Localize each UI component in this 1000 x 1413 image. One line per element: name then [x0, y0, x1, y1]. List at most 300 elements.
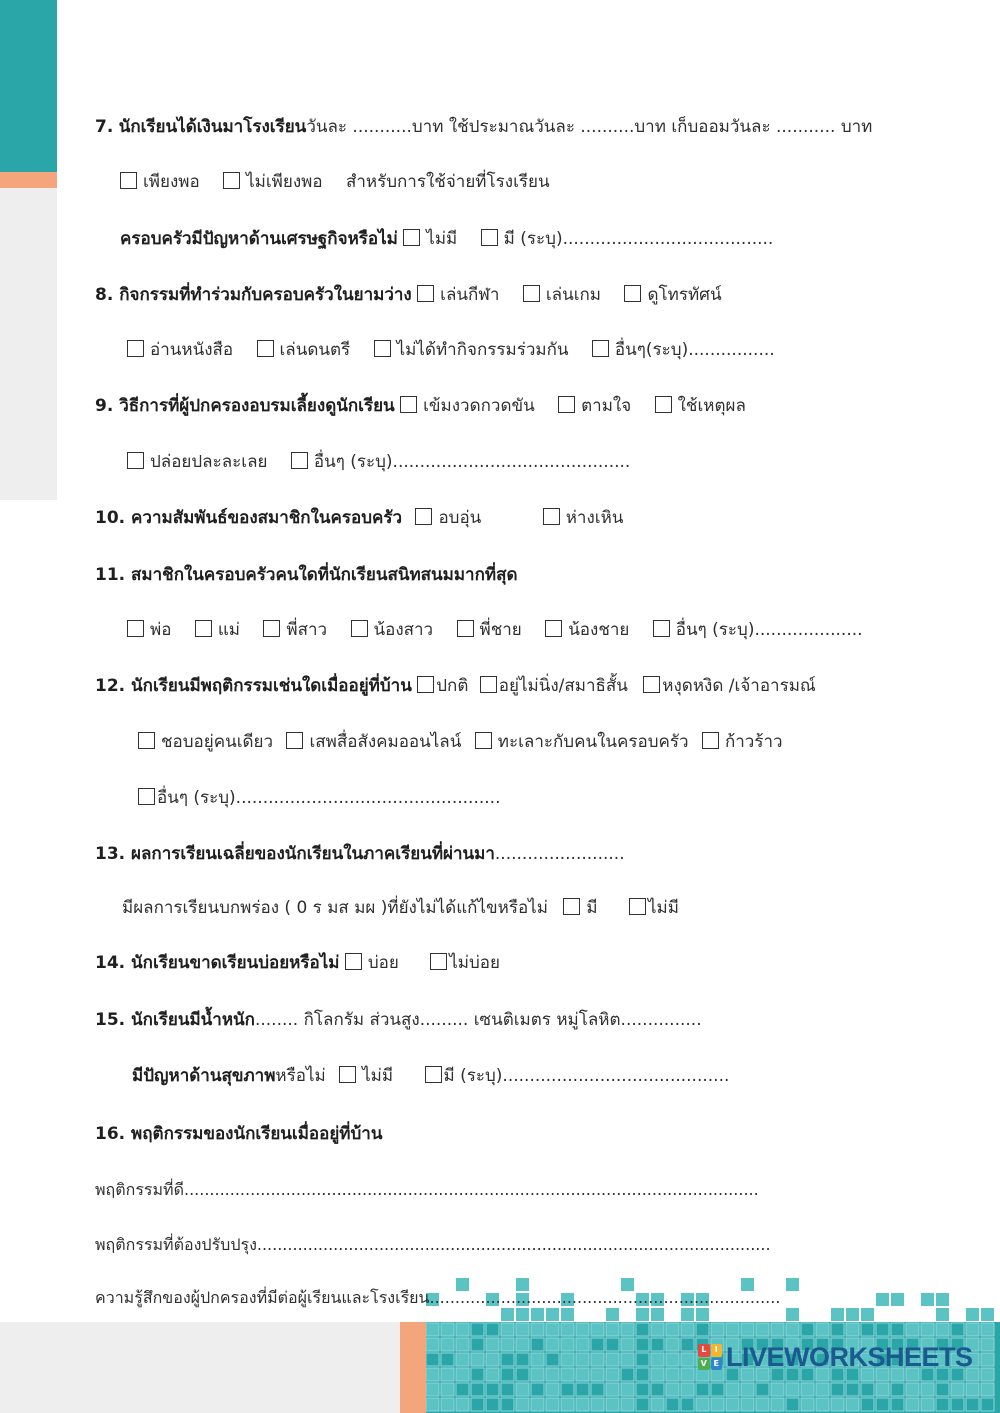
pixel-cell	[936, 1308, 949, 1321]
opt-label: มี (ระบุ)..........................................	[443, 1066, 730, 1086]
decor-bottom-gray	[0, 1322, 400, 1413]
pixel-cell	[966, 1323, 979, 1336]
pixel-cell	[771, 1323, 784, 1336]
pixel-cell	[606, 1398, 619, 1411]
pixel-cell	[876, 1383, 889, 1396]
pixel-cell	[501, 1398, 514, 1411]
checkbox-q9-1[interactable]	[400, 396, 417, 413]
pixel-cell	[981, 1308, 994, 1321]
checkbox-enough[interactable]	[120, 172, 137, 189]
pixel-cell	[771, 1398, 784, 1411]
pixel-cell	[921, 1383, 934, 1396]
opt-label: เสพสื่อสังคมออนไลน์	[309, 732, 462, 752]
pixel-cell	[981, 1323, 994, 1336]
checkbox-q13-yes[interactable]	[563, 898, 580, 915]
pixel-cell	[951, 1323, 964, 1336]
pixel-cell	[681, 1323, 694, 1336]
pixel-cell	[501, 1368, 514, 1381]
pixel-cell	[846, 1383, 859, 1396]
pixel-cell	[741, 1383, 754, 1396]
pixel-cell	[981, 1338, 994, 1351]
decor-teal-bar	[0, 0, 57, 172]
logo-letter: L	[698, 1344, 710, 1357]
pixel-cell	[786, 1308, 799, 1321]
pixel-cell	[816, 1323, 829, 1336]
pixel-cell	[471, 1398, 484, 1411]
pixel-cell	[546, 1323, 559, 1336]
opt-label: อื่นๆ(ระบุ)................	[614, 340, 775, 360]
q11-line	[95, 563, 518, 587]
pixel-cell	[591, 1368, 604, 1381]
checkbox-q8-4[interactable]	[127, 340, 144, 357]
pixel-cell	[891, 1398, 904, 1411]
pixel-cell	[651, 1383, 664, 1396]
q7-number: 7.	[95, 117, 114, 137]
pixel-cell	[966, 1398, 979, 1411]
pixel-cell	[606, 1353, 619, 1366]
checkbox-q12-4[interactable]	[138, 732, 155, 749]
pixel-cell	[651, 1338, 664, 1351]
pixel-cell	[936, 1398, 949, 1411]
pixel-cell	[891, 1323, 904, 1336]
pixel-cell	[951, 1383, 964, 1396]
checkbox-has-problem[interactable]	[481, 229, 498, 246]
pixel-cell	[921, 1398, 934, 1411]
checkbox-q8-2[interactable]	[523, 285, 540, 302]
pixel-cell	[441, 1323, 454, 1336]
opt-label: ไม่บ่อย	[449, 953, 500, 973]
q8-label: 8. กิจกรรมที่ทำร่วมกับครอบครัวในยามว่าง	[95, 285, 412, 305]
liveworksheets-icon	[698, 1344, 722, 1370]
pixel-cell	[651, 1368, 664, 1381]
opt-label: ไม่ได้ทำกิจกรรมร่วมกัน	[396, 340, 569, 360]
pixel-cell	[756, 1398, 769, 1411]
pixel-cell	[846, 1323, 859, 1336]
pixel-cell	[486, 1353, 499, 1366]
pixel-cell	[441, 1398, 454, 1411]
q13-dots: ........................	[494, 844, 625, 864]
pixel-cell	[681, 1398, 694, 1411]
opt-label: อื่นๆ (ระบุ).................................................	[157, 788, 501, 808]
opt-label: ตามใจ	[581, 396, 632, 416]
pixel-cell	[756, 1323, 769, 1336]
q11-options	[127, 618, 863, 642]
pixel-cell	[981, 1368, 994, 1381]
pixel-cell	[861, 1383, 874, 1396]
pixel-cell	[651, 1398, 664, 1411]
pixel-cell	[546, 1353, 559, 1366]
pixel-cell	[636, 1323, 649, 1336]
opt-label: ทะเลาะกับคนในครอบครัว	[497, 732, 689, 752]
checkbox-q14-often[interactable]	[345, 953, 362, 970]
pixel-cell	[966, 1308, 979, 1321]
pixel-cell	[786, 1323, 799, 1336]
opt-label: ชอบอยู่คนเดียว	[161, 732, 274, 752]
pixel-cell	[891, 1383, 904, 1396]
pixel-cell	[486, 1338, 499, 1351]
pixel-cell	[591, 1353, 604, 1366]
pixel-cell	[876, 1293, 889, 1306]
opt-label: เล่นกีฬา	[440, 285, 500, 305]
pixel-cell	[651, 1353, 664, 1366]
opt-label: น้องสาว	[373, 620, 434, 640]
pixel-cell	[846, 1308, 859, 1321]
opt-label: อื่นๆ (ระบุ)....................	[675, 620, 863, 640]
checkbox-q9-3[interactable]	[655, 396, 672, 413]
pixel-cell	[486, 1368, 499, 1381]
pixel-cell	[516, 1368, 529, 1381]
pixel-cell	[801, 1398, 814, 1411]
pixel-cell	[786, 1278, 799, 1291]
pixel-cell	[831, 1383, 844, 1396]
pixel-cell	[786, 1383, 799, 1396]
pixel-cell	[426, 1323, 439, 1336]
pixel-cell	[471, 1368, 484, 1381]
q7-amounts: วันละ ...........บาท ใช้ประมาณวันละ ..........บาท เก็บออมวันละ ........... บาท	[306, 117, 873, 137]
q12-row3	[138, 786, 500, 810]
checkbox-no-problem[interactable]	[403, 229, 420, 246]
pixel-cell	[501, 1383, 514, 1396]
pixel-cell	[906, 1323, 919, 1336]
logo-letter: E	[711, 1358, 723, 1371]
pixel-cell	[726, 1323, 739, 1336]
opt-label: พี่สาว	[286, 620, 328, 640]
opt-label: มี	[586, 898, 598, 918]
checkbox-q12-6[interactable]	[475, 732, 492, 749]
q16-label: 16. พฤติกรรมของนักเรียนเมื่ออยู่ที่บ้าน	[95, 1124, 383, 1144]
checkbox-q9-5[interactable]	[291, 452, 308, 469]
checkbox-q10-2[interactable]	[543, 508, 560, 525]
pixel-cell	[531, 1353, 544, 1366]
pixel-cell	[471, 1353, 484, 1366]
pixel-cell	[606, 1323, 619, 1336]
opt-label: อ่านหนังสือ	[150, 340, 234, 360]
pixel-cell	[561, 1323, 574, 1336]
pixel-cell	[741, 1323, 754, 1336]
checkbox-q12-2[interactable]	[480, 676, 497, 693]
pixel-cell	[921, 1323, 934, 1336]
liveworksheets-text: LIVEWORKSHEETS	[726, 1341, 973, 1372]
pixel-cell	[456, 1353, 469, 1366]
pixel-cell	[426, 1383, 439, 1396]
pixel-cell	[711, 1323, 724, 1336]
q13-line	[95, 842, 625, 866]
checkbox-younger-brother[interactable]	[545, 620, 562, 637]
pixel-cell	[621, 1368, 634, 1381]
pixel-cell	[936, 1323, 949, 1336]
pixel-cell	[426, 1338, 439, 1351]
checkbox-q12-8[interactable]	[138, 788, 155, 805]
pixel-cell	[591, 1323, 604, 1336]
checkbox-q8-7[interactable]	[592, 340, 609, 357]
pixel-cell	[456, 1398, 469, 1411]
pixel-cell	[621, 1338, 634, 1351]
checkbox-q15-none[interactable]	[339, 1066, 356, 1083]
pixel-cell	[891, 1293, 904, 1306]
pixel-cell	[876, 1323, 889, 1336]
pixel-cell	[516, 1323, 529, 1336]
pixel-cell	[516, 1338, 529, 1351]
q7-economic	[120, 227, 773, 251]
pixel-cell	[801, 1323, 814, 1336]
logo-letter: V	[698, 1358, 710, 1371]
checkbox-q12-7[interactable]	[702, 732, 719, 749]
pixel-cell	[696, 1383, 709, 1396]
checkbox-q9-4[interactable]	[127, 452, 144, 469]
pixel-cell	[831, 1398, 844, 1411]
pixel-cell	[621, 1398, 634, 1411]
q16-feeling[interactable]: ความรู้สึกของผู้ปกครองที่มีต่อผู้เรียนและโรงเรียน.....................................................................	[95, 1288, 781, 1307]
q15-sub	[132, 1064, 729, 1088]
pixel-cell	[771, 1383, 784, 1396]
decor-orange-bar	[0, 172, 57, 188]
pixel-cell	[441, 1353, 454, 1366]
opt-label: ไม่มี	[647, 898, 679, 918]
pixel-cell	[876, 1398, 889, 1411]
pixel-cell	[966, 1383, 979, 1396]
pixel-cell	[561, 1338, 574, 1351]
opt-label: อบอุ่น	[438, 508, 482, 528]
pixel-cell	[471, 1338, 484, 1351]
pixel-cell	[561, 1353, 574, 1366]
checkbox-q8-5[interactable]	[257, 340, 274, 357]
pixel-cell	[576, 1368, 589, 1381]
pixel-cell	[861, 1323, 874, 1336]
opt-label: ไม่เพียงพอ	[246, 172, 323, 192]
pixel-cell	[561, 1398, 574, 1411]
pixel-cell	[636, 1338, 649, 1351]
checkbox-q12-3[interactable]	[643, 676, 660, 693]
pixel-cell	[426, 1353, 439, 1366]
pixel-cell	[906, 1383, 919, 1396]
checkbox-elder-brother[interactable]	[457, 620, 474, 637]
q8-row2	[127, 338, 775, 362]
pixel-cell	[516, 1383, 529, 1396]
opt-label: ปกติ	[436, 676, 469, 696]
q7-line	[95, 115, 872, 139]
opt-label: พี่ชาย	[479, 620, 522, 640]
q7-options	[120, 170, 550, 194]
pixel-cell	[576, 1398, 589, 1411]
pixel-cell	[501, 1338, 514, 1351]
checkbox-elder-sister[interactable]	[263, 620, 280, 637]
liveworksheets-logo	[698, 1340, 973, 1374]
pixel-cell	[816, 1383, 829, 1396]
q10-line	[95, 506, 623, 530]
q14-label: 14. นักเรียนขาดเรียนบ่อยหรือไม่	[95, 953, 340, 973]
checkbox-q13-no[interactable]	[629, 898, 646, 915]
pixel-cell	[636, 1398, 649, 1411]
checkbox-q8-1[interactable]	[417, 285, 434, 302]
checkbox-q11-other[interactable]	[653, 620, 670, 637]
pixel-cell	[546, 1368, 559, 1381]
opt-label: ปล่อยปละละเลย	[150, 452, 268, 472]
pixel-cell	[606, 1383, 619, 1396]
q9-line	[95, 394, 746, 418]
pixel-cell	[981, 1383, 994, 1396]
pixel-cell	[741, 1398, 754, 1411]
pixel-cell	[576, 1338, 589, 1351]
pixel-cell	[486, 1398, 499, 1411]
checkbox-q10-1[interactable]	[415, 508, 432, 525]
pixel-cell	[711, 1398, 724, 1411]
opt-label: น้องชาย	[568, 620, 630, 640]
pixel-cell	[501, 1353, 514, 1366]
checkbox-q9-2[interactable]	[558, 396, 575, 413]
opt-label: อื่นๆ (ระบุ)............................................	[313, 452, 631, 472]
pixel-cell	[456, 1323, 469, 1336]
checkbox-q12-5[interactable]	[286, 732, 303, 749]
q8-line	[95, 283, 722, 307]
pixel-cell	[456, 1368, 469, 1381]
pixel-cell	[756, 1383, 769, 1396]
pixel-cell	[681, 1338, 694, 1351]
pixel-cell	[591, 1338, 604, 1351]
pixel-cell	[636, 1383, 649, 1396]
pixel-cell	[981, 1353, 994, 1366]
pixel-cell	[621, 1383, 634, 1396]
q16-line	[95, 1122, 382, 1146]
pixel-cell	[621, 1353, 634, 1366]
opt-label: เพียงพอ	[143, 172, 200, 192]
pixel-cell	[801, 1383, 814, 1396]
opt-label: ดูโทรทัศน์	[647, 285, 722, 305]
q15-measurements: ........ กิโลกรัม ส่วนสูง......... เซนติเมตร หมู่โลหิต...............	[254, 1010, 702, 1030]
pixel-cell	[456, 1338, 469, 1351]
pixel-cell	[951, 1398, 964, 1411]
pixel-cell	[531, 1368, 544, 1381]
pixel-cell	[456, 1383, 469, 1396]
checkbox-q15-has[interactable]	[425, 1066, 442, 1083]
pixel-cell	[531, 1398, 544, 1411]
q15-health-label: มีปัญหาด้านสุขภาพ	[132, 1066, 276, 1086]
pixel-cell	[486, 1323, 499, 1336]
opt-label: ไม่มี	[362, 1066, 394, 1086]
pixel-cell	[426, 1368, 439, 1381]
pixel-cell	[471, 1383, 484, 1396]
q11-label: 11. สมาชิกในครอบครัวคนใดที่นักเรียนสนิทสนมมากที่สุด	[95, 565, 518, 585]
opt-label: แม่	[217, 620, 240, 640]
pixel-cell	[561, 1383, 574, 1396]
q12-row2	[138, 730, 783, 754]
pixel-cell	[846, 1398, 859, 1411]
pixel-cell	[531, 1323, 544, 1336]
pixel-cell	[636, 1353, 649, 1366]
pixel-cell	[666, 1398, 679, 1411]
pixel-cell	[441, 1338, 454, 1351]
pixel-cell	[696, 1323, 709, 1336]
q13-sub	[122, 896, 679, 920]
pixel-cell	[861, 1308, 874, 1321]
pixel-cell	[501, 1323, 514, 1336]
pixel-cell	[711, 1383, 724, 1396]
pixel-cell	[576, 1353, 589, 1366]
q16-improve[interactable]: พฤติกรรมที่ต้องปรับปรุง.....................................................................................................	[95, 1235, 771, 1254]
checkbox-q12-1[interactable]	[417, 676, 434, 693]
q13-sub-text: มีผลการเรียนบกพร่อง ( 0 ร มส มผ )ที่ยังไม่ได้แก้ไขหรือไม่	[122, 898, 548, 918]
opt-label: หงุดหงิด /เจ้าอารมณ์	[662, 676, 816, 696]
checkbox-father[interactable]	[127, 620, 144, 637]
q14-line	[95, 951, 500, 975]
pixel-cell	[831, 1308, 844, 1321]
pixel-cell	[726, 1383, 739, 1396]
q7-suffix: สำหรับการใช้จ่ายที่โรงเรียน	[345, 172, 550, 192]
q12-label: 12. นักเรียนมีพฤติกรรมเช่นใดเมื่ออยู่ที่บ้าน	[95, 676, 412, 696]
pixel-cell	[546, 1338, 559, 1351]
checkbox-q14-rarely[interactable]	[430, 953, 447, 970]
opt-label: เล่นเกม	[545, 285, 602, 305]
pixel-cell	[636, 1368, 649, 1381]
pixel-cell	[681, 1353, 694, 1366]
pixel-cell	[441, 1368, 454, 1381]
pixel-cell	[486, 1383, 499, 1396]
pixel-cell	[591, 1398, 604, 1411]
opt-label: ห่างเหิน	[565, 508, 624, 528]
opt-label: ไม่มี	[426, 229, 458, 249]
pixel-cell	[696, 1398, 709, 1411]
pixel-cell	[816, 1398, 829, 1411]
pixel-cell	[726, 1398, 739, 1411]
checkbox-q8-3[interactable]	[624, 285, 641, 302]
logo-letter: I	[711, 1344, 723, 1357]
q16-good[interactable]: พฤติกรรมที่ดี.................................................................................................................	[95, 1180, 759, 1199]
decor-gray-bar	[0, 188, 57, 500]
checkbox-not-enough[interactable]	[223, 172, 240, 189]
pixel-cell	[981, 1398, 994, 1411]
opt-label: มี (ระบุ).......................................	[503, 229, 774, 249]
checkbox-mother[interactable]	[195, 620, 212, 637]
pixel-cell	[561, 1368, 574, 1381]
pixel-cell	[861, 1398, 874, 1411]
q9-row2	[127, 450, 630, 474]
pixel-cell	[681, 1383, 694, 1396]
opt-label: พ่อ	[150, 620, 172, 640]
pixel-cell	[666, 1368, 679, 1381]
opt-label: เล่นดนตรี	[279, 340, 351, 360]
pixel-cell	[606, 1338, 619, 1351]
q7-label: นักเรียนได้เงินมาโรงเรียน	[118, 117, 307, 137]
checkbox-younger-sister[interactable]	[351, 620, 368, 637]
pixel-cell	[606, 1368, 619, 1381]
opt-label: ก้าวร้าว	[724, 732, 783, 752]
pixel-cell	[831, 1323, 844, 1336]
pixel-cell	[666, 1353, 679, 1366]
opt-label: เข้มงวดกวดขัน	[423, 396, 535, 416]
pixel-cell	[546, 1383, 559, 1396]
q9-label: 9. วิธีการที่ผู้ปกครองอบรมเลี้ยงดูนักเรียน	[95, 396, 395, 416]
q15-label: 15. นักเรียนมีน้ำหนัก	[95, 1010, 255, 1030]
pixel-cell	[906, 1398, 919, 1411]
pixel-cell	[621, 1323, 634, 1336]
pixel-cell	[651, 1323, 664, 1336]
decor-bottom-orange	[400, 1322, 426, 1413]
q15-health-suffix: หรือไม่	[275, 1066, 326, 1086]
pixel-cell	[531, 1338, 544, 1351]
pixel-cell	[471, 1323, 484, 1336]
q7-economic-label: ครอบครัวมีปัญหาด้านเศรษฐกิจหรือไม่	[120, 229, 398, 249]
q13-label: 13. ผลการเรียนเฉลี่ยของนักเรียนในภาคเรียนที่ผ่านมา	[95, 844, 495, 864]
pixel-cell	[936, 1383, 949, 1396]
pixel-cell	[576, 1323, 589, 1336]
pixel-cell	[666, 1383, 679, 1396]
pixel-cell	[576, 1383, 589, 1396]
checkbox-q8-6[interactable]	[374, 340, 391, 357]
opt-label: ใช้เหตุผล	[677, 396, 746, 416]
pixel-cell	[786, 1398, 799, 1411]
q15-line	[95, 1008, 702, 1032]
pixel-cell	[441, 1383, 454, 1396]
pixel-cell	[516, 1398, 529, 1411]
